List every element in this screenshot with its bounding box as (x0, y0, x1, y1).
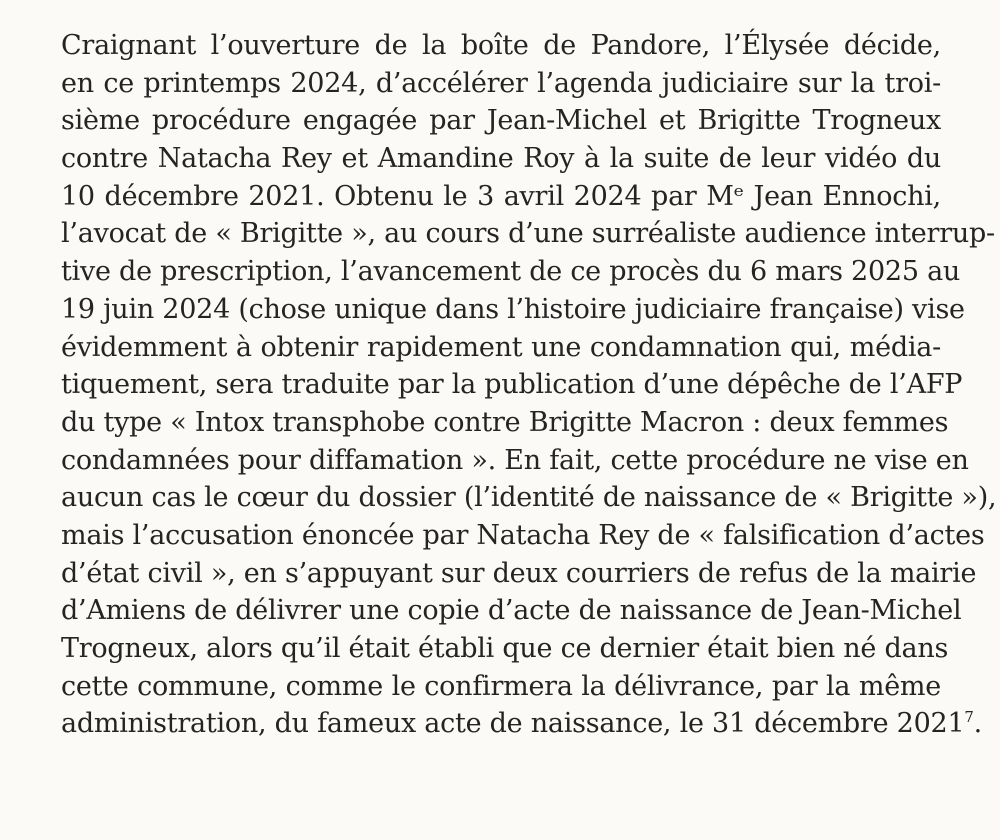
text-line: 19 juin 2024 (chose unique dans l’histoire judiciaire française) vise (61, 293, 965, 325)
text-line: tive de prescription, l’avancement de ce procès du 6 mars 2025 au (61, 256, 961, 288)
text-line: condamnées pour diffamation ». En fait, cette procédure ne vise en (61, 444, 969, 476)
text-line: cette commune, comme le confirmera la délivrance, par la même (61, 670, 941, 702)
text-line: d’état civil », en s’appuyant sur deux courriers de refus de la mairie (61, 557, 977, 589)
text-line: Craignant l’ouverture de la boîte de Pandore, l’Élysée décide, (61, 30, 941, 61)
text-line: du type « Intox transphobe contre Brigitte Macron : deux femmes (61, 406, 949, 438)
text-line: Trogneux, alors qu’il était établi que ce dernier était bien né dans (61, 633, 949, 664)
last-text-line (61, 705, 982, 743)
last-line-text: administration, du fameux acte de naissance, le 31 décembre 2021 (61, 708, 965, 740)
footnote-marker[interactable]: 7 (964, 708, 974, 727)
text-line: l’avocat de « Brigitte », au cours d’une surréaliste audience interrup- (61, 218, 995, 250)
body-paragraph (61, 27, 997, 743)
text-line: évidemment à obtenir rapidement une condamnation qui, média- (61, 331, 941, 363)
text-line: contre Natacha Rey et Amandine Roy à la suite de leur vidéo du (61, 143, 941, 175)
text-line: 10 décembre 2021. Obtenu le 3 avril 2024 par Mᵉ Jean Ennochi, (61, 180, 941, 212)
text-line: sième procédure engagée par Jean-Michel et Brigitte Trogneux (61, 105, 941, 137)
text-line: en ce printemps 2024, d’accélérer l’agenda judiciaire sur la troi- (61, 67, 941, 99)
text-line: mais l’accusation énoncée par Natacha Rey de « falsification d’actes (61, 519, 985, 551)
text-line: aucun cas le cœur du dossier (l’identité de naissance de « Brigitte »), (61, 482, 997, 514)
text-line: d’Amiens de délivrer une copie d’acte de naissance de Jean-Michel (61, 595, 962, 627)
final-period: . (973, 708, 982, 740)
text-line: tiquement, sera traduite par la publication d’une dépêche de l’AFP (61, 369, 963, 401)
